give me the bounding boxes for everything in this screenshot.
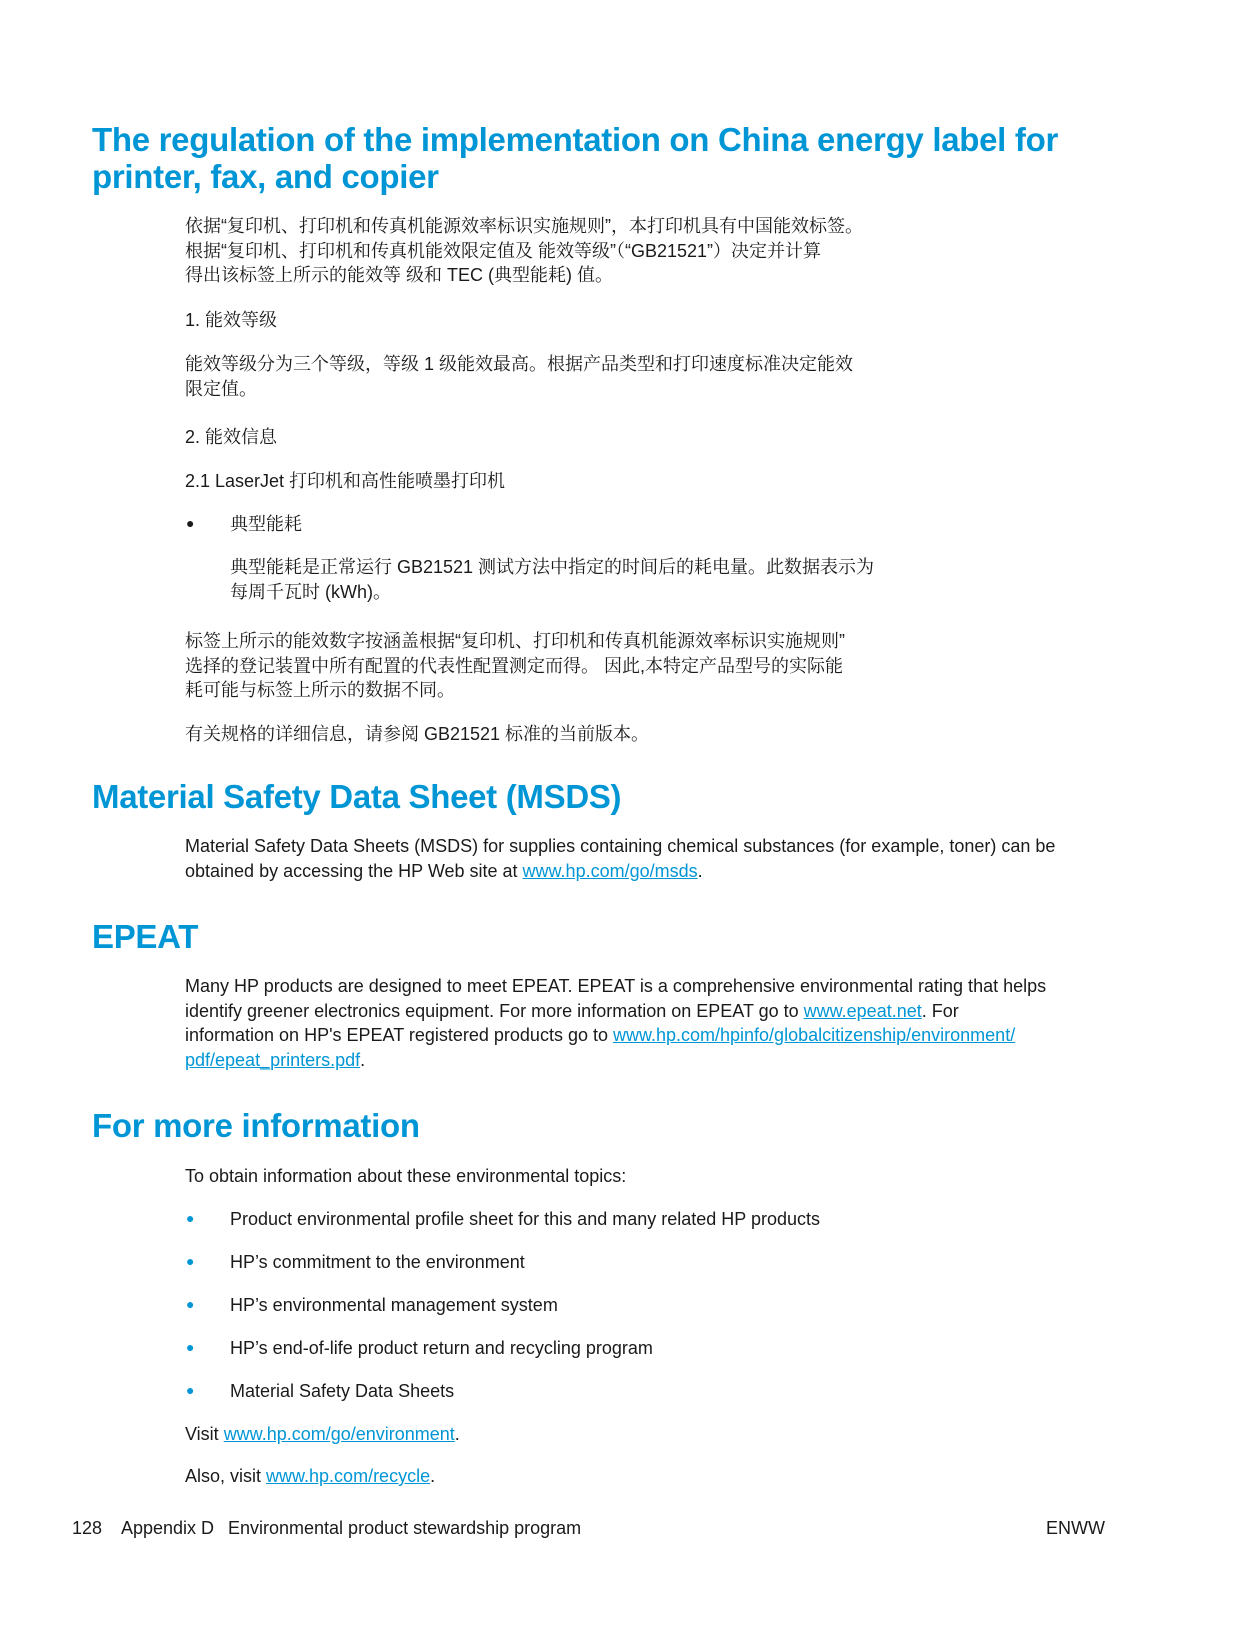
bullet-icon: ● — [186, 1253, 195, 1269]
environment-link[interactable]: www.hp.com/go/environment — [223, 1424, 455, 1444]
msds-text: Material Safety Data Sheets (MSDS) for supplies containing chemical substances (for example, toner) can be obtained by accessing the HP Web site at www.hp.com/go/msds. — [185, 836, 1056, 881]
footer-enww: ENWW — [1046, 1518, 1105, 1538]
footer-appendix: Appendix D — [121, 1518, 215, 1538]
bullet-icon: ● — [186, 515, 195, 531]
recycle-link[interactable]: www.hp.com/recycle — [266, 1466, 431, 1486]
label-note: 标签上所示的能效数字按涵盖根据“复印机、打印机和传真机能源效率标识实施规则” 选择的登记装置中所有配置的代表性配置测定而得。 因此,本特定产品型号的实际能 耗可能与标签上所示的数据不同。 — [185, 631, 845, 700]
more-info-intro: To obtain information about these environmental topics: — [185, 1166, 627, 1186]
epeat-link[interactable]: www.epeat.net — [803, 1000, 922, 1021]
typical-energy-text: 典型能耗是正常运行 GB21521 测试方法中指定的时间后的耗电量。此数据表示为 每周千瓦时 (kWh)。 — [230, 557, 875, 602]
section-2-label: 2. 能效信息 — [185, 427, 278, 447]
section-1-text: 能效等级分为三个等级，等级 1 级能效最高。根据产品类型和打印速度标准决定能效 限定值。 — [185, 354, 854, 399]
bullet-icon: ● — [186, 1339, 195, 1355]
footer-title: Environmental product stewardship program — [228, 1518, 582, 1538]
china-intro: 依据“复印机、打印机和传真机能源效率标识实施规则”，本打印机具有中国能效标签。 根据“复印机、打印机和传真机能效限定值及 能效等级”（“GB21521”）决定并计算 得出该标签上所示的能效等 级和 TEC (典型能耗) 值。 — [185, 216, 863, 285]
bullet-icon: ● — [186, 1382, 195, 1398]
bullet-typical-energy: 典型能耗 — [230, 514, 302, 534]
visit-recycle: Also, visit www.hp.com/recycle. — [185, 1466, 436, 1486]
bullet-icon: ● — [186, 1296, 195, 1312]
list-item: Material Safety Data Sheets — [230, 1381, 455, 1401]
hp-epeat-link-cont[interactable]: pdf/epeat_printers.pdf — [185, 1049, 361, 1070]
visit-environment: Visit www.hp.com/go/environment. — [185, 1424, 460, 1444]
msds-heading: Material Safety Data Sheet (MSDS) — [92, 778, 622, 815]
page-number: 128 — [72, 1518, 103, 1538]
list-item: HP’s environmental management system — [230, 1295, 558, 1315]
list-item: HP’s end-of-life product return and recycling program — [230, 1338, 653, 1358]
list-item: Product environmental profile sheet for this and many related HP products — [230, 1209, 820, 1229]
more-info-heading: For more information — [92, 1107, 420, 1144]
epeat-text: Many HP products are designed to meet EPEAT. EPEAT is a comprehensive environmental rating that helps identify greener electronics equipment. For more information on EPEAT go to www.epeat.net. For information on HP's EPEAT registered products go to www.hp.com/hpinfo/globalcitizenship/environment/ pdf/epeat_printers.pdf. — [185, 976, 1047, 1070]
msds-link[interactable]: www.hp.com/go/msds — [522, 860, 698, 881]
bullet-icon: ● — [186, 1210, 195, 1226]
epeat-heading: EPEAT — [92, 918, 199, 955]
section-2-1-label: 2.1 LaserJet 打印机和高性能喷墨打印机 — [185, 471, 506, 491]
china-energy-heading: The regulation of the implementation on China energy label for printer, fax, and copier — [92, 121, 1058, 195]
list-item: HP’s commitment to the environment — [230, 1252, 525, 1272]
gb-reference: 有关规格的详细信息，请参阅 GB21521 标准的当前版本。 — [185, 724, 650, 744]
section-1-label: 1. 能效等级 — [185, 310, 278, 330]
hp-epeat-link[interactable]: www.hp.com/hpinfo/globalcitizenship/environment/ — [612, 1025, 1016, 1045]
